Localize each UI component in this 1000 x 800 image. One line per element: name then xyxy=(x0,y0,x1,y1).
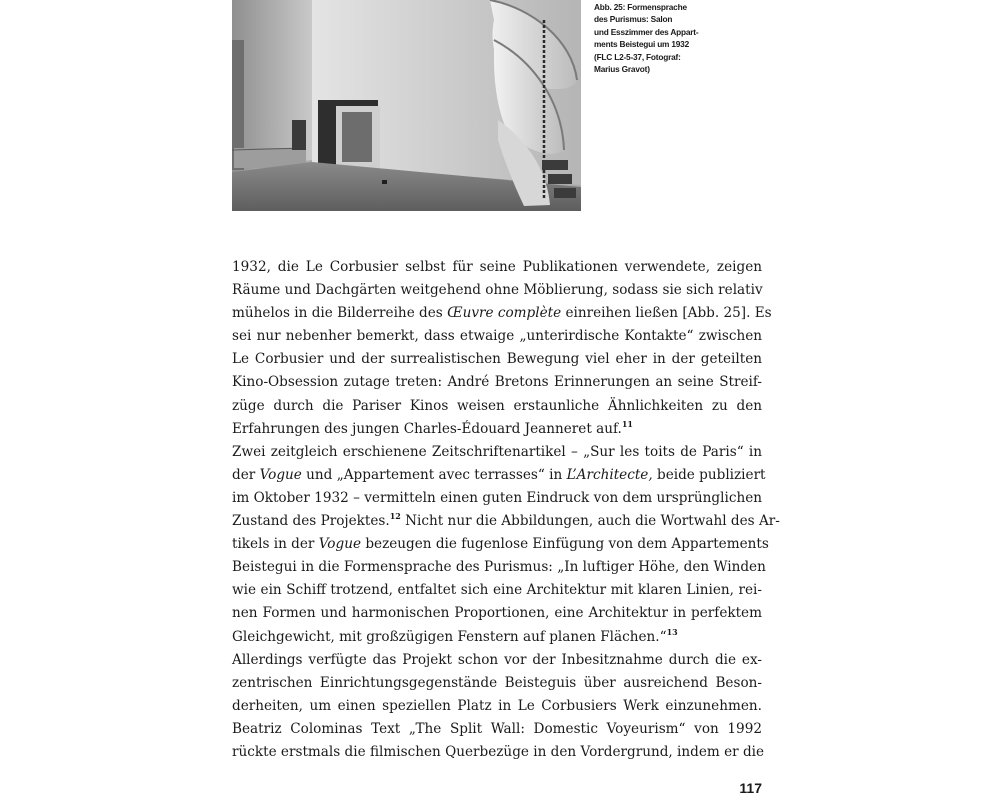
text-line: im Oktober 1932 – vermitteln einen guten Eindruck von dem ursprünglichen xyxy=(232,489,762,506)
figure-photo xyxy=(232,0,581,211)
text-line xyxy=(232,510,780,533)
italic-title: Vogue xyxy=(259,466,302,483)
caption-line: und Esszimmer des Appart- xyxy=(594,26,699,37)
text-run: bezeugen die fugenlose Einfügung von dem Appartements xyxy=(361,536,769,553)
caption-line: ments Beistegui um 1932 xyxy=(594,39,689,50)
text-line xyxy=(232,418,762,441)
italic-title: L’Architecte, xyxy=(566,466,653,483)
interior-photo-illustration xyxy=(232,0,581,211)
text-line: sei nur nebenher bemerkt, dass etwaige „unterirdische Kontakte“ zwischen xyxy=(232,328,762,345)
text-line: Kino-Obsession zutage treten: André Bretons Erinnerungen an seine Streif- xyxy=(232,374,762,391)
body-text xyxy=(232,256,780,764)
figure-caption xyxy=(594,1,744,75)
caption-line: des Purismus: Salon xyxy=(594,14,673,25)
text-line: Räume und Dachgärten weitgehend ohne Möblierung, sodass sie sich relativ xyxy=(232,282,763,299)
text-line: zentrischen Einrichtungsgegenstände Beisteguis über ausreichend Beson- xyxy=(232,674,762,691)
italic-title: Vogue xyxy=(318,536,361,553)
footnote-marker: 11 xyxy=(621,418,633,429)
text-run: Nicht nur die Abbildungen, auch die Wortwahl des Ar- xyxy=(400,513,780,530)
text-line xyxy=(232,533,769,556)
text-line xyxy=(232,302,772,325)
text-line: nen Formen und harmonischen Proportionen, eine Architektur in perfektem xyxy=(232,605,762,622)
text-line: Beistegui in die Formensprache des Purismus: „In luftiger Höhe, den Winden xyxy=(232,559,766,576)
caption-line: Abb. 25: Formensprache xyxy=(594,2,687,12)
text-run: der xyxy=(232,466,260,483)
text-line: 1932, die Le Corbusier selbst für seine Publikationen verwendete, zeigen xyxy=(232,259,762,275)
text-line: Beatriz Colominas Text „The Split Wall: Domestic Voyeurism“ von 1992 xyxy=(232,720,762,737)
text-line: züge durch die Pariser Kinos weisen erstaunliche Ähnlichkeiten zu den xyxy=(232,397,762,414)
text-line xyxy=(232,626,762,649)
text-run: mühelos in die Bilderreihe des xyxy=(232,305,448,322)
footnote-marker: 13 xyxy=(666,626,678,637)
text-run: einreihen ließen [Abb. 25]. Es xyxy=(561,305,772,322)
text-run: beide publiziert xyxy=(652,466,766,483)
text-line: Le Corbusier und der surrealistischen Bewegung viel eher in der geteilten xyxy=(232,351,762,368)
caption-line: Marius Gravot) xyxy=(594,64,650,75)
caption-line: (FLC L2-5-37, Fotograf: xyxy=(594,51,681,62)
text-run: Zustand des Projektes. xyxy=(232,513,390,530)
page-number: 117 xyxy=(739,780,762,796)
text-run: Gleichgewicht, mit großzügigen Fenstern auf planen Flächen.“ xyxy=(232,628,667,645)
text-run: tikels in der xyxy=(232,536,319,553)
text-line: wie ein Schiff trotzend, entfaltet sich eine Architektur mit klaren Linien, rei- xyxy=(232,582,762,599)
text-line xyxy=(232,464,766,487)
text-run: und „Appartement avec terrasses“ in xyxy=(301,466,567,483)
text-run: Erfahrungen des jungen Charles-Édouard Jeanneret auf. xyxy=(232,420,622,437)
text-line: derheiten, um einen speziellen Platz in Le Corbusiers Werk einzunehmen. xyxy=(232,697,762,714)
italic-title: Œuvre complète xyxy=(447,305,562,322)
text-line: rückte erstmals die filmischen Querbezüge in den Vordergrund, indem er die xyxy=(232,743,765,760)
text-line: Zwei zeitgleich erschienene Zeitschriftenartikel – „Sur les toits de Paris“ in xyxy=(232,443,762,460)
footnote-marker: 12 xyxy=(389,511,401,522)
text-line: Allerdings verfügte das Projekt schon vor der Inbesitznahme durch die ex- xyxy=(232,651,762,668)
